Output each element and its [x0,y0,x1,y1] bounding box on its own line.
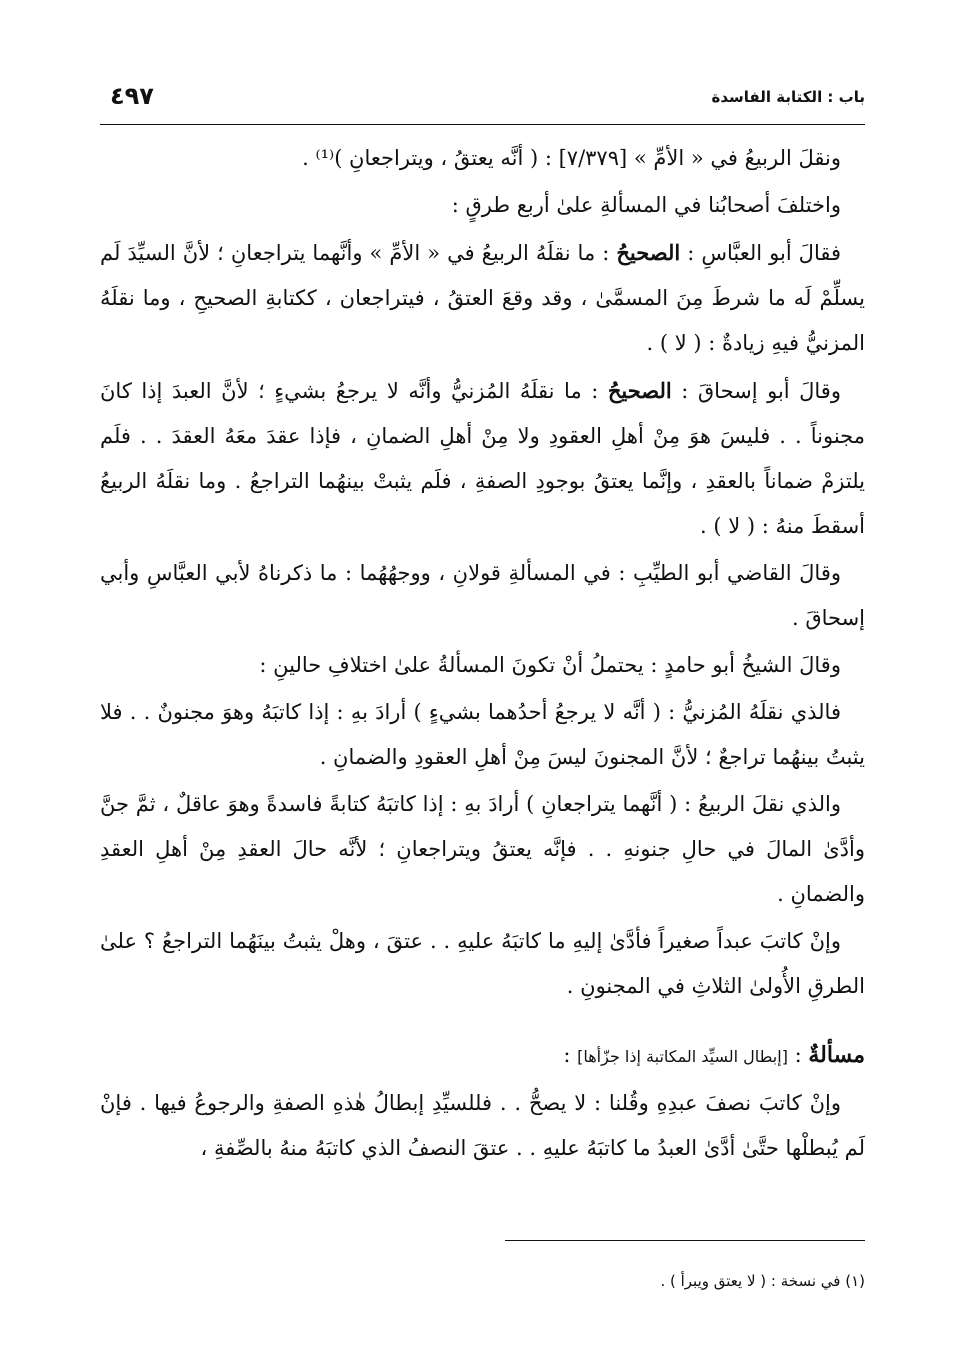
footnote: (١) في نسخة : ( لا يعتق ويبرأ ) . [660,1272,865,1290]
header-rule [100,124,865,125]
masala-subtitle: [إبطال السيِّد المكاتبة إذا جزّأها] [577,1047,788,1066]
masala-colon: : [787,1043,809,1067]
page-header [100,82,865,122]
running-head: باب : الكتابة الفاسدة [711,88,865,106]
masala-title: مسألةٌ [808,1042,865,1068]
masala-heading [100,1033,865,1079]
paragraph-9: وإنْ كاتبَ عبداً صغيراً فأدَّىٰ إليهِ ما كاتبَهُ عليهِ . . عتقَ ، وهلْ يثبتُ بينَهُما التراجعُ ؟ علىٰ الطرقِ الأُولىٰ الثلاثِ في المجنونِ . [100,929,865,998]
paragraph-1: ونقلَ الربيعُ في « الأمِّ » [٧/٣٧٩] : ( أنَّه يعتقُ ، ويتراجعانِ )⁽¹⁾ . [302,146,841,170]
paragraph-4-bold: الصحيحُ [607,378,672,403]
paragraph-3-rest: : ما نقلَهُ الربيعُ في « الأمِّ » وأنَّهما يتراجعانِ ؛ لأنَّ السيِّدَ لَم يسلِّمْ لَه ما شرطَ مِنَ المسمَّىٰ ، وقد وقعَ العتقُ ، فيتراجعان ، ككتابةِ الصحيحِ ، وما نقلَهُ المزنيُّ فيهِ زيادةٌ : ( لا ) . [100,241,865,355]
page-number: ٤٩٧ [110,82,154,110]
paragraph-8: والذي نقلَ الربيعُ : ( أنَّهما يتراجعانِ ) أرادَ بهِ : إذا كاتبَهُ كتابةً فاسدةً وهوَ عاقلٌ ، ثمَّ جنَّ وأدَّىٰ المالَ في حالِ جنونهِ . . فإنَّه يعتقُ ويتراجعانِ ؛ لأنَّه حالَ العقدِ مِنْ أهلِ العقدِ والضمانِ . [100,792,865,906]
paragraph-7: فالذي نقلَهُ المُزنيُّ : ( أنَّه لا يرجعُ أحدُهما بشيءٍ ) أرادَ بهِ : إذا كاتبَهُ وهوَ مجنونٌ . . فلا يثبتُ بينهُما تراجعٌ ؛ لأنَّ المجنونَ ليسَ مِنْ أهلِ العقودِ والضمانِ . [100,700,865,769]
paragraph-5: وقالَ القاضي أبو الطيِّبِ : في المسألةِ قولانِ ، ووجهُهُما : ما ذكرناهُ لأبي العبَّاسِ وأبي إسحاقَ . [100,561,865,630]
paragraph-3 [100,230,865,366]
paragraph-6: وقالَ الشيخُ أبو حامدٍ : يحتملُ أنْ تكونَ المسألةُ علىٰ اختلافِ حالينِ : [259,653,841,677]
paragraph-10: وإنْ كاتبَ نصفَ عبدِهِ وقُلنا : لا يصحُّ . . فللسيِّدِ إبطالُ هٰذهِ الصفةِ والرجوعُ فيها . فإنْ لَم يُبطلْها حتَّىٰ أدَّىٰ العبدُ ما كاتبَهُ عليهِ . . عتقَ النصفُ الذي كاتبَهُ منهُ بالصِّفةِ ، [100,1091,865,1160]
footnote-rule [505,1240,865,1241]
body-text [100,136,865,1173]
paragraph-3-bold: الصحيحُ [616,240,681,265]
paragraph-4-rest: : ما نقلَهُ المُزنيُّ وأنَّه لا يرجعُ بشيءٍ ؛ لأنَّ العبدَ إذا كانَ مجنوناً . . فليسَ هوَ مِنْ أهلِ العقودِ ولا مِنْ أهلِ الضمانِ ، فإذا عقدَ معَهُ العقدَ . . فلَم يلتزمْ ضماناً بالعقدِ ، وإنَّما يعتقُ بوجودِ الصفةِ ، فلَم يثبتْ بينهُما التراجعُ . وما نقلَهُ الربيعُ أسقطَ منهُ : ( لا ) . [100,379,865,538]
paragraph-4-lead: وقالَ أبو إسحاقَ : [671,379,841,403]
paragraph-4 [100,368,865,549]
masala-end: : [563,1043,578,1067]
paragraph-3-lead: فقالَ أبو العبَّاسِ : [680,241,842,265]
paragraph-2: واختلفَ أصحابُنا في المسألةِ علىٰ أربع طرقٍ : [451,193,841,217]
